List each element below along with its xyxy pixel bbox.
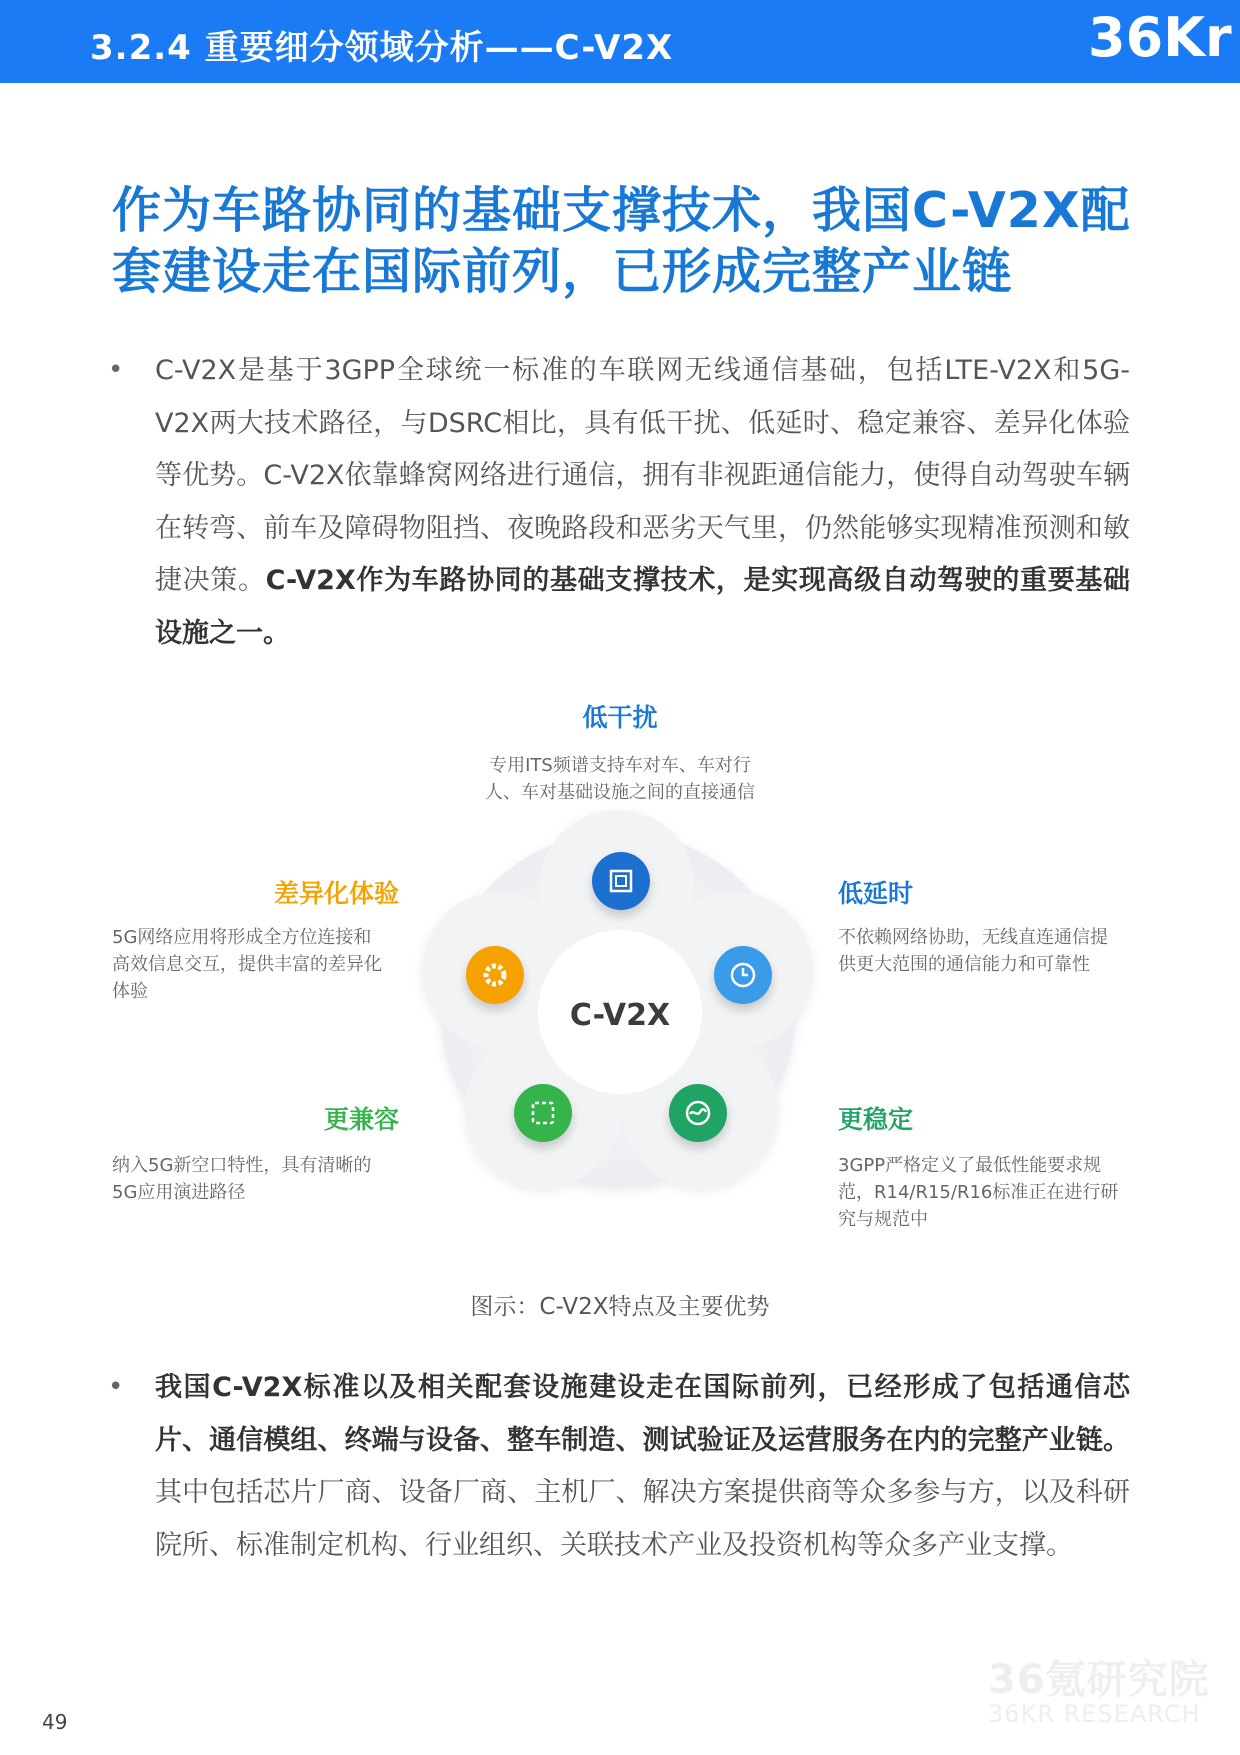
headline (112, 180, 1152, 302)
desc-line: 高效信息交互，提供丰富的差异化 (112, 954, 382, 975)
brand-logo (1080, 0, 1240, 83)
paragraph-1 (155, 345, 1130, 660)
paragraph-2-text: 其中包括芯片厂商、设备厂商、主机厂、解决方案提供商等众多参与方，以及科研院所、标准制定机构、行业组织、关联技术产业及投资机构等众多产业支撑。 (155, 1477, 1130, 1561)
headline-line-1: 作为车路协同的基础支撑技术，我国C-V2X配 (112, 182, 1131, 239)
paragraph-2-bold: 我国C-V2X标准以及相关配套设施建设走在国际前列，已经形成了包括通信芯片、通信模组、终端与设备、整车制造、测试验证及运营服务在内的完整产业链。 (155, 1372, 1130, 1456)
cv2x-feature-diagram (0, 680, 1240, 1240)
desc-line: 供更大范围的通信能力和可靠性 (838, 954, 1090, 975)
frame-icon (514, 1084, 572, 1142)
bullet-1: • (108, 355, 124, 385)
watermark-en: 36KR RESEARCH (988, 1700, 1201, 1728)
desc-line: 不依赖网络协助，无线直连通信提 (838, 927, 1108, 948)
paragraph-2 (155, 1362, 1130, 1572)
desc-line: 究与规范中 (838, 1209, 928, 1230)
feature-title-low-latency: 低延时 (838, 879, 914, 908)
desc-line: 5G网络应用将形成全方位连接和 (112, 927, 372, 948)
paragraph-1-bold: C-V2X作为车路协同的基础支撑技术，是实现高级自动驾驶的重要基础设施之一。 (155, 565, 1130, 649)
ring-icon (466, 946, 524, 1004)
feature-desc-stability (838, 1152, 1148, 1233)
page-number: 49 (42, 1710, 68, 1734)
feature-desc-compatibility (112, 1152, 412, 1206)
desc-line: 范，R14/R15/R16标准正在进行研 (838, 1182, 1119, 1203)
center-label: C-V2X (569, 998, 671, 1033)
desc-line: 5G应用演进路径 (112, 1182, 246, 1203)
feature-title-low-interference: 低干扰 (582, 703, 658, 732)
sync-icon (669, 1084, 727, 1142)
desc-line: 专用ITS频谱支持车对车、车对行 (489, 755, 751, 776)
desc-line: 纳入5G新空口特性，具有清晰的 (112, 1155, 372, 1176)
logo-text: 36Kr (1088, 6, 1232, 69)
paragraph-1-text: C-V2X是基于3GPP全球统一标准的车联网无线通信基础，包括LTE-V2X和5G-V2X两大技术路径，与DSRC相比，具有低干扰、低延时、稳定兼容、差异化体验等优势。C-V2X依靠蜂窝网络进行通信，拥有非视距通信能力，使得自动驾驶车辆在转弯、前车及障碍物阻挡、夜晚路段和恶劣天气里，仍然能够实现精准预测和敏捷决策。 (155, 355, 1130, 596)
chip-icon (592, 852, 650, 910)
clock-icon (714, 946, 772, 1004)
watermark-cn: 36氪研究院 (988, 1657, 1210, 1703)
bullet-2: • (108, 1372, 124, 1402)
headline-line-2: 套建设走在国际前列，已形成完整产业链 (112, 243, 1013, 300)
feature-title-compatibility: 更兼容 (323, 1105, 399, 1134)
feature-desc-differentiated-experience (112, 924, 412, 1005)
figure-caption: 图示：C-V2X特点及主要优势 (470, 1294, 770, 1320)
feature-title-stability: 更稳定 (838, 1105, 914, 1134)
desc-line: 3GPP严格定义了最低性能要求规 (838, 1155, 1102, 1176)
feature-title-differentiated-experience: 差异化体验 (273, 879, 399, 908)
feature-desc-low-interference (0, 752, 1240, 806)
desc-line: 人、车对基础设施之间的直接通信 (485, 782, 755, 803)
feature-desc-low-latency (838, 924, 1148, 978)
desc-line: 体验 (112, 981, 148, 1002)
section-title: 3.2.4 重要细分领域分析——C-V2X (90, 28, 674, 68)
